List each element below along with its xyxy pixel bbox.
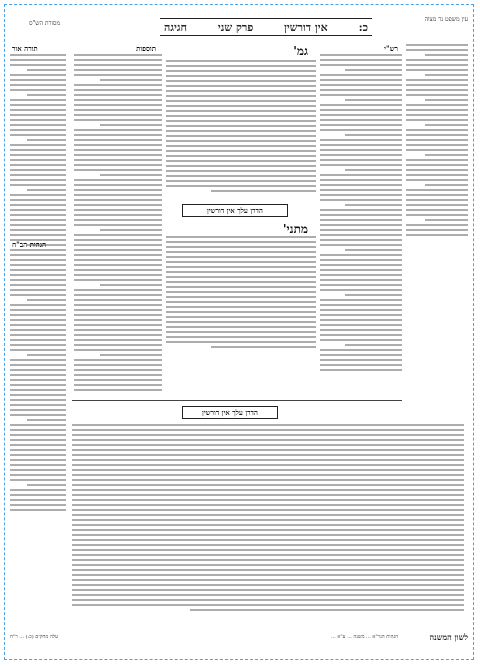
masechet-name: חגיגה [164, 20, 187, 34]
page-header [10, 10, 468, 40]
lower-commentary [72, 424, 464, 624]
ein-mishpat-label: עין משפט נר מצוה [424, 16, 468, 23]
header-title-bar [160, 18, 372, 36]
mesores-hashas-label: מסורת הש"ס [29, 20, 60, 27]
torah-or-label: תורה אור [12, 44, 38, 53]
footer-label: לשון המשנה [429, 632, 468, 642]
daf-number: כ: [358, 20, 368, 34]
mishna-text [166, 236, 316, 356]
hadran-banner: הדרן עלך אין דורשין [182, 204, 288, 217]
perek-label: פרק שני [217, 20, 254, 34]
footer-mid-text: הגהות הגר"א ... משנה ... ע"א ... [331, 634, 398, 640]
page-footer [10, 632, 468, 652]
tosfos-label: תוספות [136, 44, 156, 53]
ein-mishpat-column [406, 44, 468, 244]
section-divider [72, 400, 402, 401]
mishna-label: מתני' [282, 222, 308, 236]
tosfos-column [74, 54, 162, 394]
gemara-label: גמ' [293, 44, 308, 58]
rashi-label: רש"י [384, 44, 398, 53]
hagahos-label: הגהות הב"ח [12, 240, 47, 249]
rashi-column [320, 54, 402, 384]
chapter-title: אין דורשין [284, 20, 328, 34]
margin-notes-left [10, 54, 66, 514]
footer-left-text: עלה מחקים (כ:) ... ר"ח [10, 634, 58, 640]
gemara-text-upper [166, 60, 316, 200]
hadran-banner-lower: הדרן עלך אין דורשין [182, 406, 278, 419]
talmud-page [10, 10, 468, 656]
